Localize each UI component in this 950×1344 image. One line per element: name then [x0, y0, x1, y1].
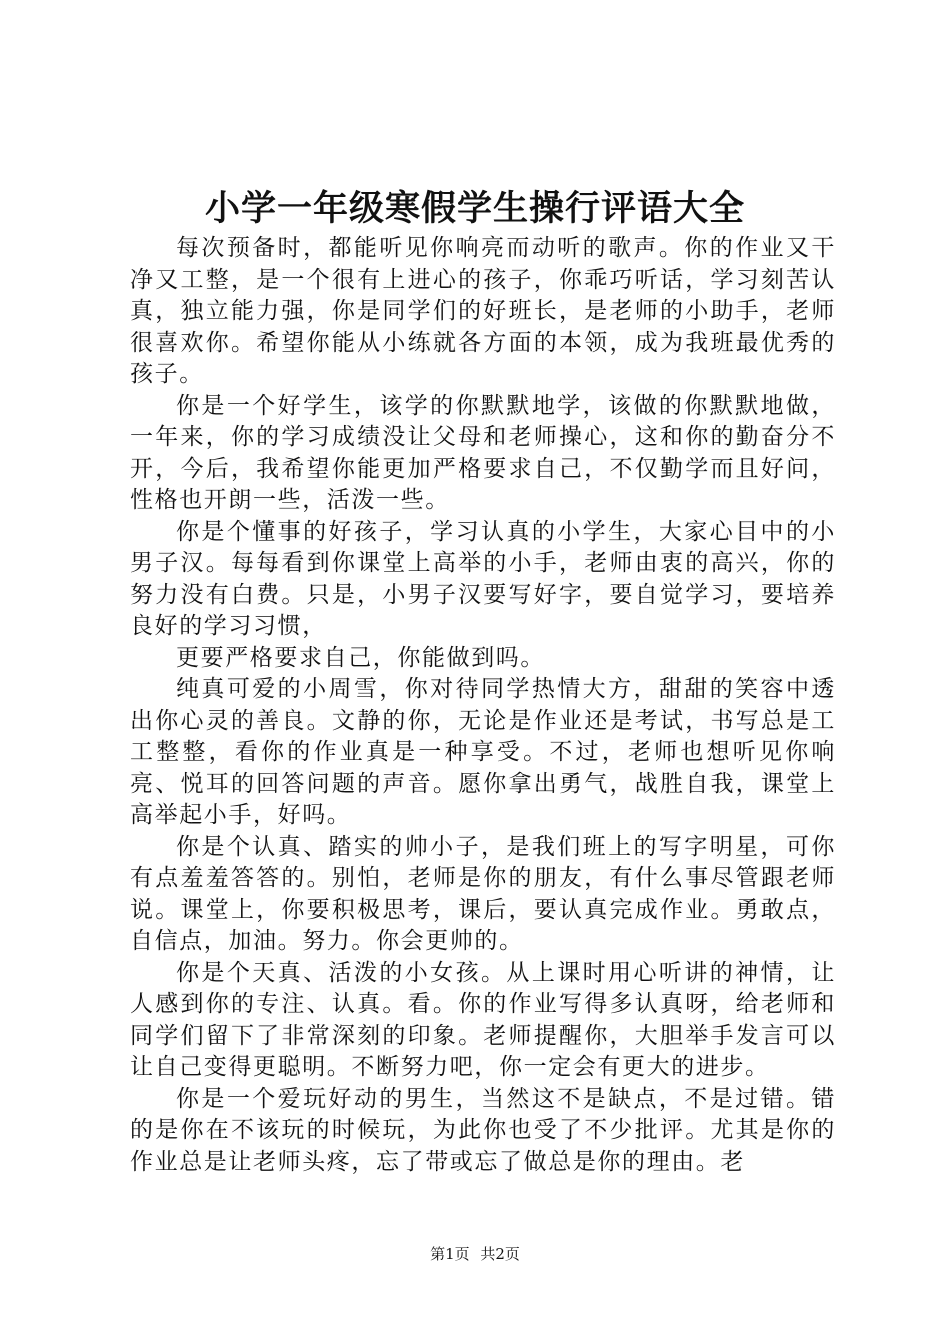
paragraph-6: 你是个认真、踏实的帅小子，是我们班上的写字明星，可你有点羞羞答答的。别怕，老师是你的朋友，有什么事尽管跟老师说。课堂上，你要积极思考，课后，要认真完成作业。勇敢点，自信点，加油。努力。你会更帅的。: [130, 833, 836, 954]
document-body: [130, 233, 836, 1178]
paragraph-5: 纯真可爱的小周雪，你对待同学热情大方，甜甜的笑容中透出你心灵的善良。文静的你，无论是作业还是考试，书写总是工工整整，看你的作业真是一种享受。不过，老师也想听见你响亮、悦耳的回答问题的声音。愿你拿出勇气，战胜自我，课堂上高举起小手，好吗。: [130, 676, 836, 828]
page-footer: [0, 1243, 950, 1265]
paragraph-7: 你是个天真、活泼的小女孩。从上课时用心听讲的神情，让人感到你的专注、认真。看。你的作业写得多认真呀，给老师和同学们留下了非常深刻的印象。老师提醒你，大胆举手发言可以让自己变得更聪明。不断努力吧，你一定会有更大的进步。: [130, 959, 836, 1080]
paragraph-2: 你是一个好学生，该学的你默默地学，该做的你默默地做，一年来，你的学习成绩没让父母和老师操心，这和你的勤奋分不开，今后，我希望你能更加严格要求自己，不仅勤学而且好问，性格也开朗一些，活泼一些。: [130, 392, 836, 513]
document-title: 小学一年级寒假学生操行评语大全: [204, 188, 745, 229]
paragraph-8: 你是一个爱玩好动的男生，当然这不是缺点，不是过错。错的是你在不该玩的时候玩，为此你也受了不少批评。尤其是你的作业总是让老师头疼，忘了带或忘了做总是你的理由。老: [130, 1085, 836, 1175]
page-number: 第1页: [430, 1245, 470, 1263]
paragraph-4: 更要严格要求自己，你能做到吗。: [176, 644, 545, 671]
page-total: 共2页: [480, 1245, 520, 1263]
paragraph-1: 每次预备时，都能听见你响亮而动听的歌声。你的作业又干净又工整，是一个很有上进心的孩子，你乖巧听话，学习刻苦认真，独立能力强，你是同学们的好班长，是老师的小助手，老师很喜欢你。希望你能从小练就各方面的本领，成为我班最优秀的孩子。: [130, 235, 836, 387]
paragraph-3: 你是个懂事的好孩子，学习认真的小学生，大家心目中的小男子汉。每每看到你课堂上高举的小手，老师由衷的高兴，你的努力没有白费。只是，小男子汉要写好字，要自觉学习，要培养良好的学习习惯，: [130, 518, 836, 639]
